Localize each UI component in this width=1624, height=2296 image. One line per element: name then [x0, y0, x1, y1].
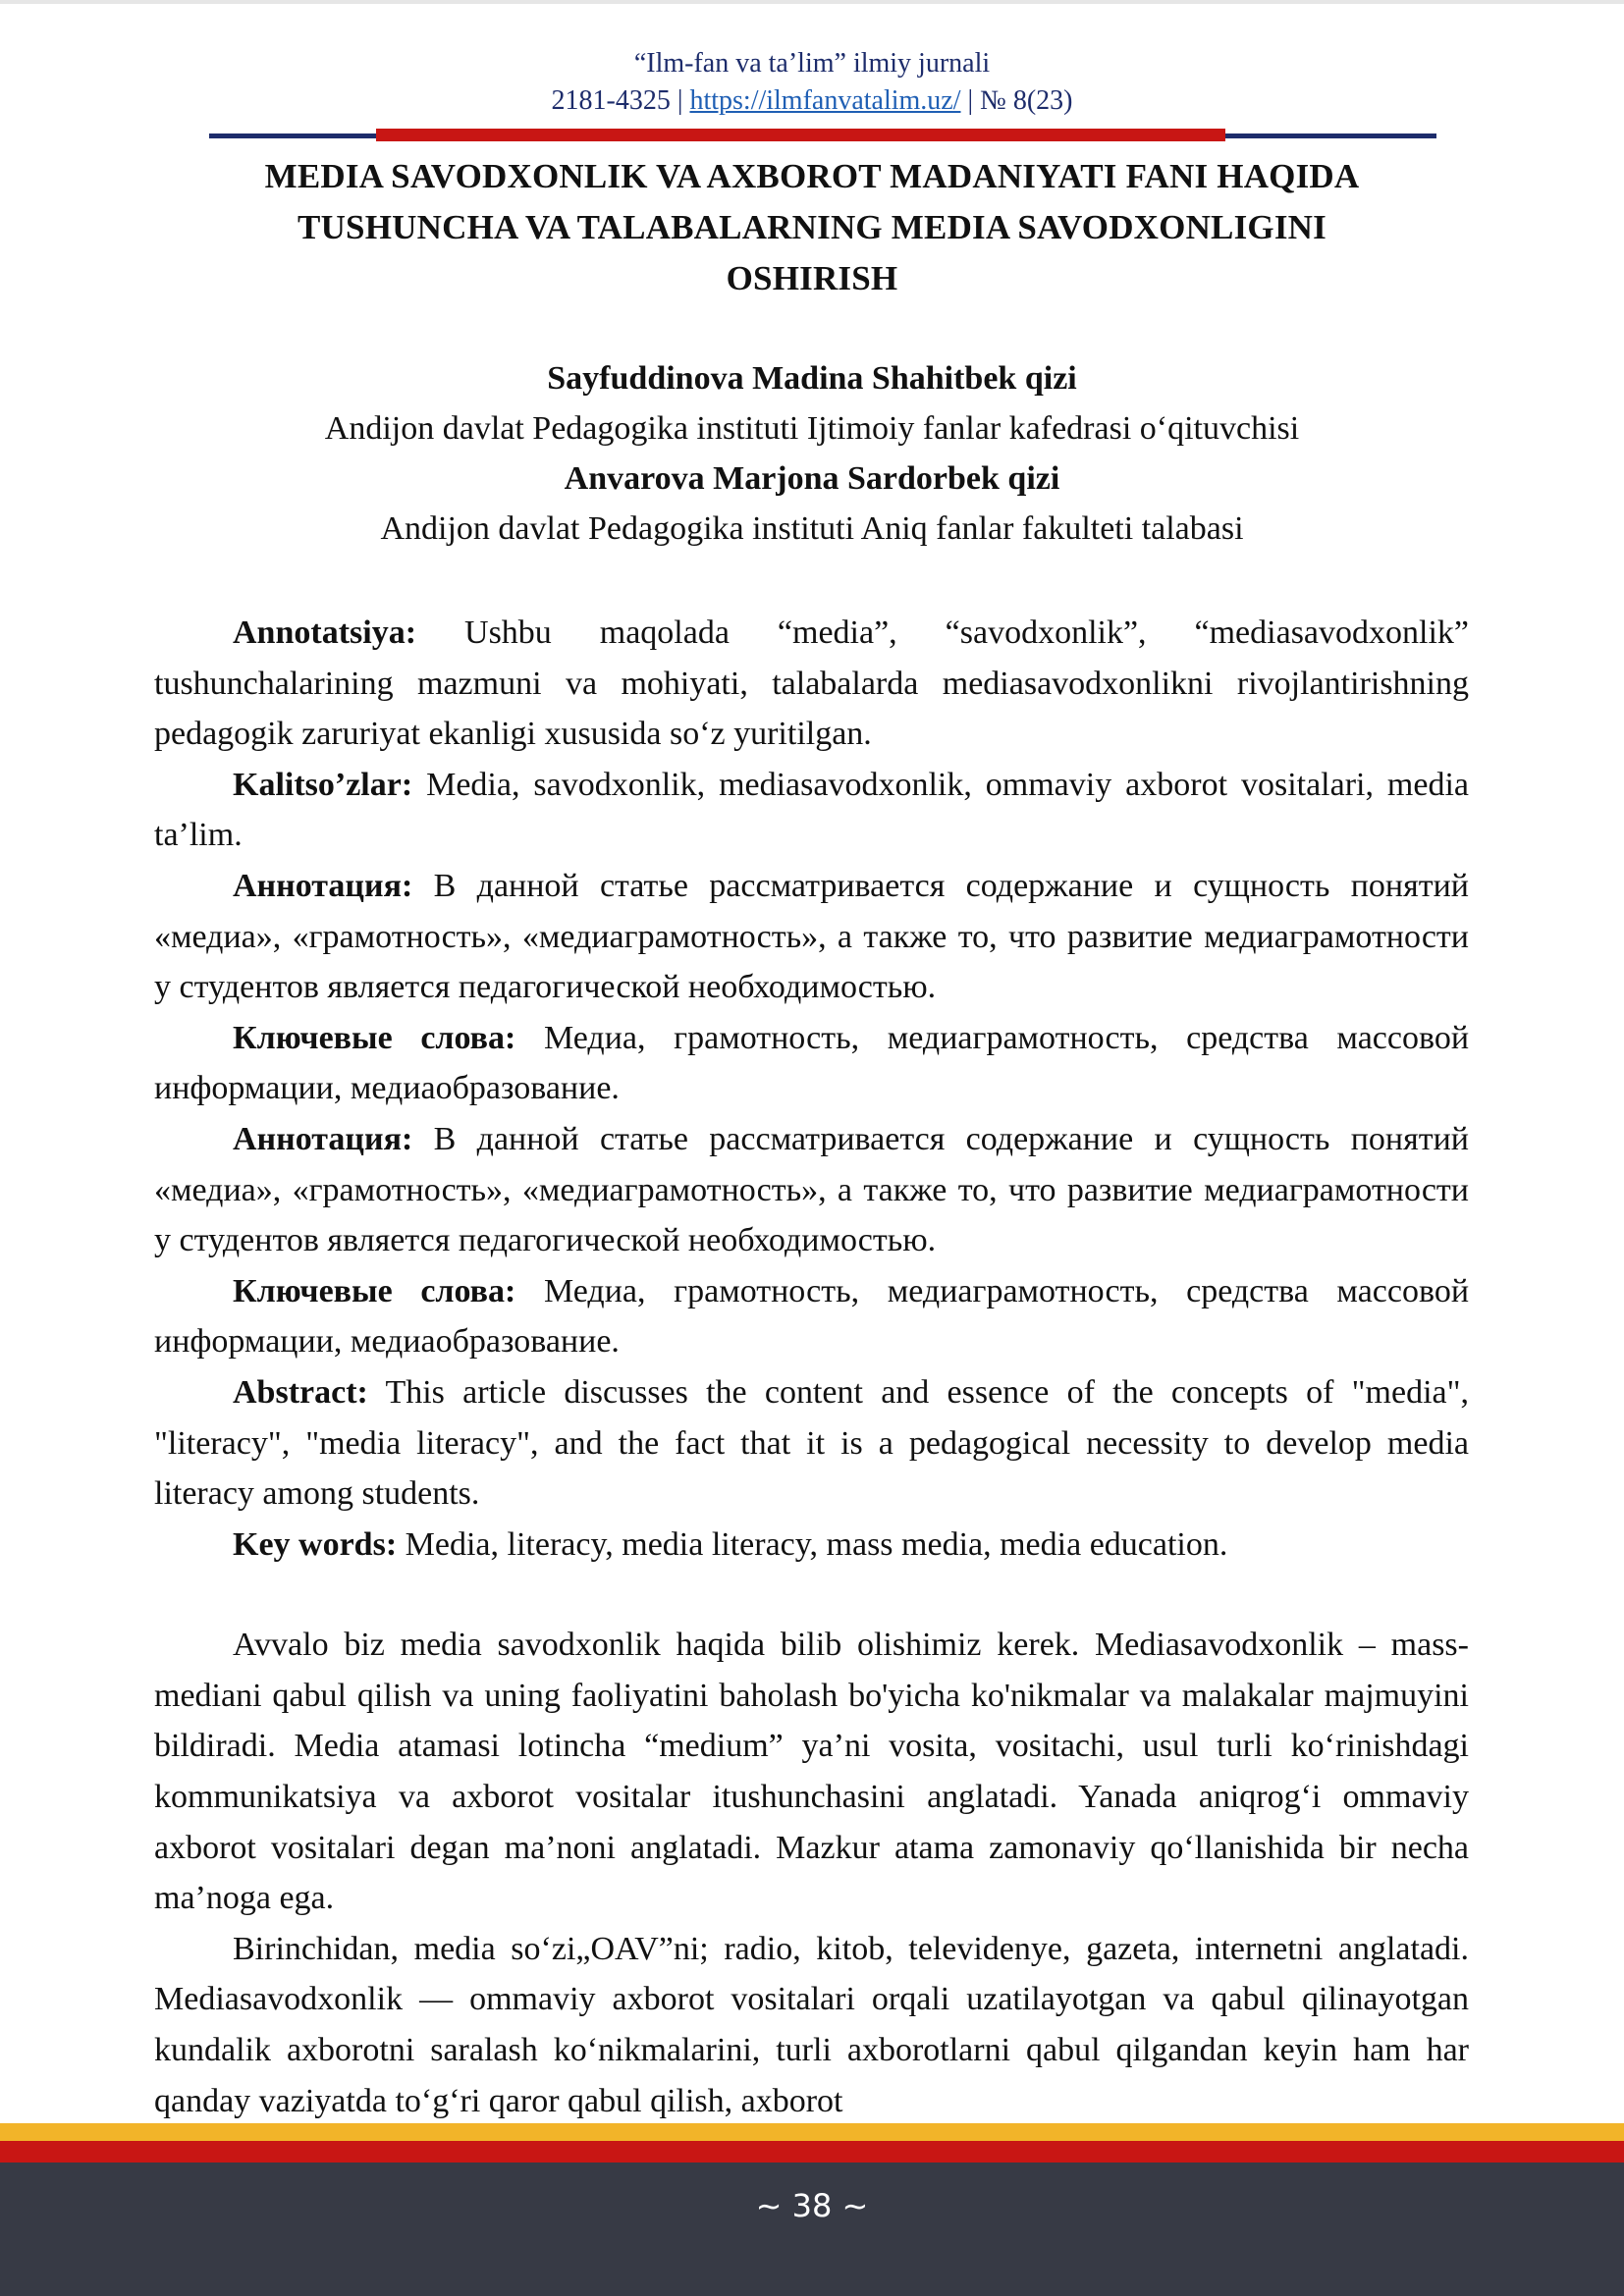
annotation-ru-text: В данной статье рассматривается содержание и сущность понятий «медиа», «грамотность», «медиаграмотность», а также то, что развитие медиаграмотности у студентов является педагогической необходимостью.: [154, 1120, 1469, 1259]
article-title: [157, 151, 1467, 304]
annotation-uz-label: Annotatsiya:: [233, 614, 417, 651]
journal-name: “Ilm-fan va ta’lim” ilmiy jurnali: [633, 48, 991, 79]
journal-header: [0, 45, 1624, 120]
footer-band-dark: [0, 2163, 1624, 2296]
keywords-ru-text: Медиа, грамотность, медиаграмотность, средства массовой информации, медиаобразование.: [154, 1019, 1470, 1107]
page-number: ~ 38 ~: [755, 2187, 869, 2224]
author-name: Sayfuddinova Madina Shahitbek qizi: [547, 360, 1077, 397]
top-edge-line: [0, 0, 1624, 4]
keywords-ru-label: Ключевые слова:: [233, 1272, 516, 1309]
footer-band-yellow: [0, 2123, 1624, 2141]
keywords-uz-text: Media, savodxonlik, mediasavodxonlik, ommaviy axborot vositalari, media ta’lim.: [154, 766, 1469, 854]
title-line: TUSHUNCHA VA TALABALARNING MEDIA SAVODXONLIGINI: [298, 208, 1326, 246]
footer-band-red: [0, 2141, 1624, 2163]
keywords-uz: [154, 760, 1469, 861]
annotation-ru: [154, 861, 1469, 1013]
abstract-en: [154, 1367, 1469, 1520]
keywords-ru-repeat: [154, 1266, 1469, 1367]
keywords-en: [154, 1520, 1469, 1571]
keywords-en-label: Key words:: [233, 1525, 398, 1563]
keywords-uz-label: Kalitso’zlar:: [233, 766, 413, 803]
keywords-ru-label: Ключевые слова:: [233, 1019, 516, 1056]
issn: 2181-4325 |: [551, 85, 683, 116]
annotation-uz-text: Ushbu maqolada “media”, “savodxonlik”, “mediasavodxonlik” tushunchalarining mazmuni va mohiyati, talabalarda mediasavodxonlikni rivojlantirishning pedagogik zaruriyat ekanligi xususida so‘z yuritilgan.: [154, 614, 1469, 753]
journal-meta-line: [0, 82, 1624, 120]
issue-number: | № 8(23): [967, 85, 1073, 116]
abstract-label: Abstract:: [233, 1373, 368, 1411]
author-block: [157, 353, 1467, 554]
title-line: MEDIA SAVODXONLIK VA AXBOROT MADANIYATI FANI HAQIDA: [264, 157, 1360, 195]
author-affiliation: Andijon davlat Pedagogika instituti Aniq fanlar fakulteti talabasi: [380, 510, 1244, 547]
abstract-text: This article discusses the content and essence of the concepts of "media", "literacy", "media literacy", and the fact that it is a pedagogical necessity to develop media literacy among students.: [154, 1373, 1469, 1513]
keywords-en-text: Media, literacy, media literacy, mass media, media education.: [397, 1525, 1228, 1563]
keywords-ru-text: Медиа, грамотность, медиаграмотность, средства массовой информации, медиаобразование.: [154, 1272, 1470, 1361]
body-paragraph: Avvalo biz media savodxonlik haqida bilib olishimiz kerek. Mediasavodxonlik – mass-mediani qabul qilish va uning faoliyatini baholash bo'yicha ko'nikmalar va malakalar majmuyini bildiradi. Media atamasi lotincha “medium” ya’ni vosita, vositachi, usul turli ko‘rinishdagi kommunikatsiya va axborot vositalar itushunchasini anglatadi. Yanada aniqrog‘i ommaviy axborot vositalari degan ma’noni anglatadi. Mazkur atama zamonaviy qo‘llanishida bir necha ma’noga ega.: [154, 1627, 1469, 1917]
author-name: Anvarova Marjona Sardorbek qizi: [564, 460, 1060, 497]
journal-url-link[interactable]: https://ilmfanvatalim.uz/: [689, 85, 961, 116]
annotation-uz: [154, 608, 1469, 760]
header-rule-red: [376, 129, 1225, 141]
author-affiliation: Andijon davlat Pedagogika instituti Ijtimoiy fanlar kafedrasi o‘qituvchisi: [324, 410, 1300, 447]
annotation-ru-text: В данной статье рассматривается содержание и сущность понятий «медиа», «грамотность», «медиаграмотность», а также то, что развитие медиаграмотности у студентов является педагогической необходимостью.: [154, 867, 1469, 1006]
title-line: OSHIRISH: [726, 259, 898, 297]
body-paragraph: Birinchidan, media so‘zi„OAV”ni; radio, kitob, televidenye, gazeta, internetni anglatadi. Mediasavodxonlik — ommaviy axborot vositalari orqali uzatilayotgan va qabul qilinayotgan kundalik axborotni saralash ko‘nikmalarini, turli axborotlarni qabul qilgandan keyin ham har qanday vaziyatda to‘g‘ri qaror qabul qilish, axborot: [154, 1930, 1469, 2119]
annotation-ru-repeat: [154, 1114, 1469, 1266]
article-body: [154, 608, 1469, 2126]
annotation-ru-label: Аннотация:: [233, 867, 413, 904]
annotation-ru-label: Аннотация:: [233, 1120, 413, 1157]
keywords-ru: [154, 1013, 1469, 1114]
